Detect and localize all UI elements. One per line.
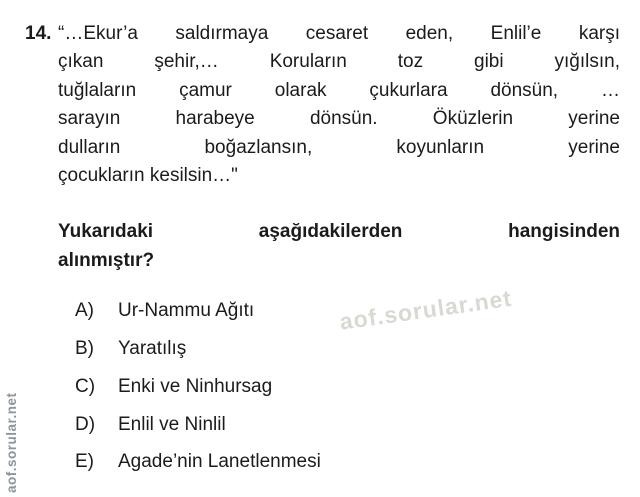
option-text: Agade’nin Lanetlenmesi [118, 451, 321, 473]
option-b[interactable] [75, 335, 620, 363]
option-letter: C) [75, 375, 96, 397]
question-number: 14. [25, 23, 52, 44]
option-letter: E) [75, 451, 94, 473]
option-text: Ur-Nammu Ağıtı [118, 300, 255, 322]
question-stem [58, 218, 620, 275]
options-list [58, 297, 620, 477]
option-text: Yaratılış [118, 338, 187, 360]
quote-line: çocukların kesilsin…" [58, 165, 238, 187]
stem-line: Yukarıdaki aşağıdakilerden hangisinden [58, 221, 620, 243]
quote-line: çıkan şehir,… Koruların toz gibi yığılsın, [58, 51, 620, 73]
option-c[interactable] [75, 373, 620, 401]
option-letter: D) [75, 413, 96, 435]
quote-line: “…Ekur’a saldırmaya cesaret eden, Enlil’e karşı [58, 23, 620, 44]
option-e[interactable] [75, 448, 620, 476]
quote-line: dulların boğazlansın, koyunların yerine [58, 136, 620, 158]
option-letter: B) [75, 338, 94, 360]
quote-line: sarayın harabeye dönsün. Öküzlerin yerine [58, 108, 620, 130]
question-block [25, 20, 620, 486]
option-text: Enlil ve Ninlil [118, 413, 226, 435]
watermark-center: aof.sorular.net [338, 284, 514, 335]
option-d[interactable] [75, 411, 620, 439]
option-a[interactable] [75, 297, 620, 325]
option-text: Enki ve Ninhursag [118, 375, 273, 397]
quote-line: tuğlaların çamur olarak çukurlara dönsün, … [58, 79, 620, 101]
watermark-left-vertical: aof.sorular.net [4, 392, 19, 493]
option-letter: A) [75, 300, 94, 322]
question-body [58, 20, 620, 486]
question-quote [58, 20, 620, 190]
stem-line: alınmıştır? [58, 249, 155, 271]
